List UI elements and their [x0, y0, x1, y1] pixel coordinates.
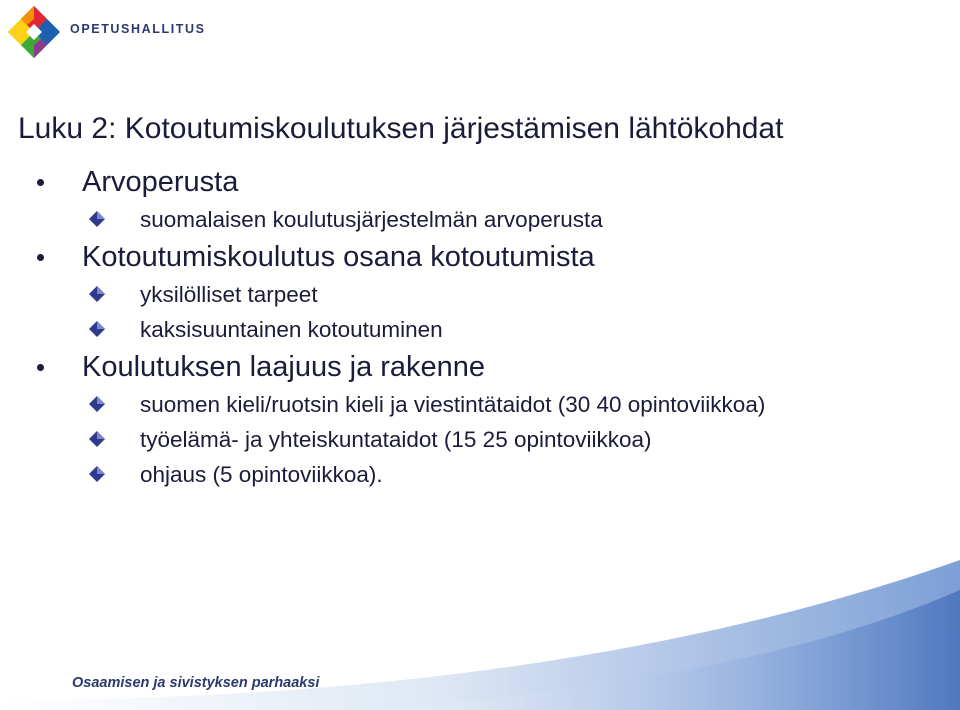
bullet-kotoutumiskoulutus — [0, 237, 960, 277]
sub-bullet — [0, 457, 960, 492]
sub-bullet-text: ohjaus (5 opintoviikkoa). — [140, 462, 383, 487]
bullet-text: Koulutuksen laajuus ja rakenne — [82, 351, 486, 383]
sub-bullet — [0, 277, 960, 312]
sub-bullet — [0, 422, 960, 457]
diamond-bullet-icon — [88, 465, 106, 483]
bullet-koulutuksen-laajuus — [0, 347, 960, 387]
footer-slogan: Osaamisen ja sivistyksen parhaaksi — [72, 675, 320, 691]
bullet-text: Arvoperusta — [82, 166, 239, 198]
diamond-bullet-icon — [88, 430, 106, 448]
diamond-logo-icon — [6, 4, 62, 60]
opetushallitus-logo — [0, 0, 220, 62]
diamond-bullet-icon — [88, 320, 106, 338]
bullet-arvoperusta — [0, 162, 960, 202]
sub-bullet — [0, 312, 960, 347]
slide-title: Luku 2: Kotoutumiskoulutuksen järjestämisen lähtökohdat — [18, 112, 784, 145]
sub-bullet-text: suomen kieli/ruotsin kieli ja viestintätaidot (30 40 opintoviikkoa) — [140, 392, 766, 417]
sub-bullet — [0, 202, 960, 237]
sub-bullet — [0, 387, 960, 422]
sub-bullet-text: kaksisuuntainen kotoutuminen — [140, 317, 443, 342]
slide-content — [0, 162, 960, 492]
sub-bullet-text: suomalaisen koulutusjärjestelmän arvoperusta — [140, 207, 603, 232]
sub-bullet-text: työelämä- ja yhteiskuntataidot (15 25 opintoviikkoa) — [140, 427, 652, 452]
sub-bullet-text: yksilölliset tarpeet — [140, 282, 318, 307]
diamond-bullet-icon — [88, 285, 106, 303]
bullet-dot-icon — [37, 254, 44, 261]
bullet-dot-icon — [37, 364, 44, 371]
logo-text: OPETUSHALLITUS — [70, 22, 206, 36]
bullet-dot-icon — [37, 179, 44, 186]
diamond-bullet-icon — [88, 210, 106, 228]
diamond-bullet-icon — [88, 395, 106, 413]
bullet-text: Kotoutumiskoulutus osana kotoutumista — [82, 241, 595, 273]
